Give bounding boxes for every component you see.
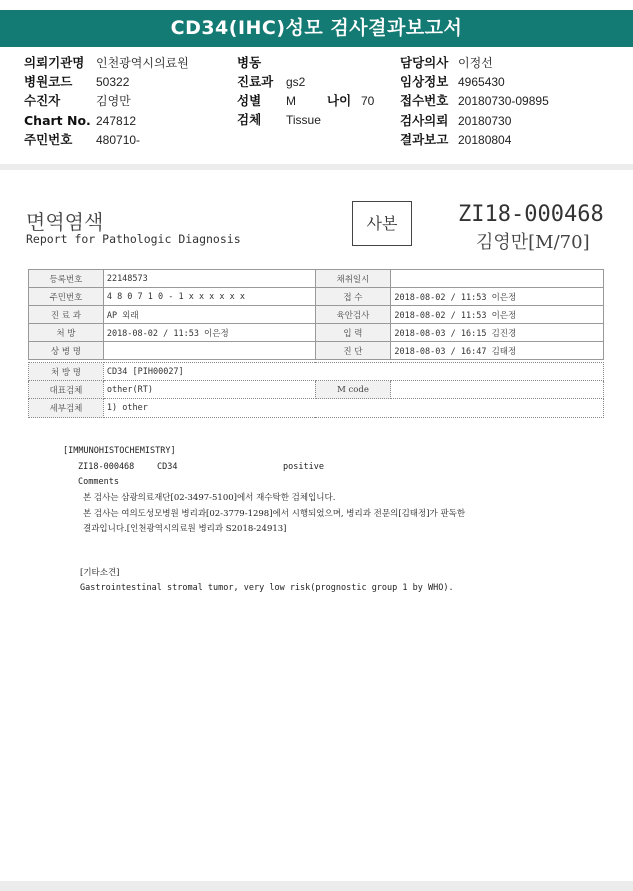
table-row: [29, 342, 604, 360]
value-age: 70: [361, 94, 375, 108]
result-value: positive: [283, 462, 324, 472]
value-chart-no: 247812: [96, 114, 137, 128]
label-resident-no: 주민번호: [24, 132, 73, 147]
table-key: 대표검체: [29, 381, 104, 399]
table-key: 육안검사: [315, 306, 391, 324]
table-key: 주민번호: [29, 288, 104, 306]
table-key: 진 료 과: [29, 306, 104, 324]
table-key: 세부검체: [29, 399, 104, 418]
report-title: CD34(IHC)성모 검사결과보고서: [0, 10, 633, 47]
table-value: 2018-08-03 / 16:15 김진경: [391, 324, 604, 342]
copy-stamp: 사본: [352, 201, 412, 246]
value-hospital-code: 50322: [96, 75, 130, 89]
order-table: [28, 362, 604, 418]
section-heading: [IMMUNOHISTOCHEMISTRY]: [63, 446, 176, 456]
table-value: CD34 [PIH00027]: [103, 363, 603, 381]
table-value: 2018-08-02 / 11:53 이은정: [391, 288, 604, 306]
result-marker: CD34: [157, 462, 178, 472]
label-age: 나이: [327, 93, 352, 108]
other-findings-text: Gastrointestinal stromal tumor, very low risk(prognostic group 1 by WHO).: [80, 583, 454, 593]
other-findings-heading: [기타소견]: [80, 568, 120, 578]
label-ward: 병동: [237, 55, 262, 70]
comment-line: 결과입니다.[인천광역시의료원 병리과 S2018-24913]: [83, 524, 287, 534]
label-department: 진료과: [237, 74, 274, 89]
table-value: 2018-08-03 / 16:47 김태정: [391, 342, 604, 360]
value-specimen: Tissue: [286, 113, 321, 127]
label-test-request: 검사의뢰: [400, 113, 449, 128]
table-row: [29, 381, 604, 399]
value-patient: 김영만: [96, 94, 131, 108]
table-value: [391, 381, 604, 399]
table-key: 채취일시: [315, 270, 391, 288]
label-doctor: 담당의사: [400, 55, 449, 70]
table-key: 접 수: [315, 288, 391, 306]
value-clinical-info: 4965430: [458, 75, 505, 89]
table-value: [391, 270, 604, 288]
table-key: 처 방 명: [29, 363, 104, 381]
table-value: 4 8 0 7 1 0 - 1 x x x x x x: [103, 288, 315, 306]
value-institution: 인천광역시의료원: [96, 56, 189, 70]
value-resident-no: 480710-: [96, 133, 141, 147]
footer-bar: [0, 881, 633, 891]
table-key: 처 방: [29, 324, 104, 342]
label-clinical-info: 임상정보: [400, 74, 449, 89]
comment-line: 본 검사는 삼광의료재단[02-3497-5100]에서 재수탁한 검체입니다.: [83, 493, 336, 503]
table-value: [103, 342, 315, 360]
table-value: other(RT): [103, 381, 315, 399]
value-result-report: 20180804: [458, 133, 512, 147]
label-chart-no: Chart No.: [24, 113, 91, 128]
table-value: AP 외래: [103, 306, 315, 324]
table-row: [29, 363, 604, 381]
specimen-id: ZI18-000468: [458, 202, 604, 227]
label-specimen: 검체: [237, 112, 262, 127]
table-row: [29, 288, 604, 306]
table-key: M code: [315, 381, 391, 399]
table-key: 진 단: [315, 342, 391, 360]
label-receipt-no: 접수번호: [400, 93, 449, 108]
table-value: 22148573: [103, 270, 315, 288]
label-institution: 의뢰기관명: [24, 55, 85, 70]
report-title-english: Report for Pathologic Diagnosis: [26, 232, 241, 246]
label-result-report: 결과보고: [400, 132, 449, 147]
registration-table: [28, 269, 604, 360]
comments-heading: Comments: [78, 477, 119, 487]
value-sex: M: [286, 94, 296, 108]
table-row: [29, 270, 604, 288]
result-id: ZI18-000468: [78, 462, 135, 472]
label-hospital-code: 병원코드: [24, 74, 73, 89]
patient-summary: 김영만[M/70]: [476, 232, 590, 253]
label-patient: 수진자: [24, 93, 61, 108]
value-department: gs2: [286, 75, 306, 89]
table-row: [29, 324, 604, 342]
table-key: 입 력: [315, 324, 391, 342]
table-row: [29, 399, 604, 418]
comment-line: 본 검사는 여의도성모병원 병리과[02-3779-1298]에서 시행되었으며, 병리과 전문의[김태정]가 판독한: [83, 509, 466, 519]
report-title-korean: 면역염색: [26, 210, 104, 234]
label-sex: 성별: [237, 93, 262, 108]
value-test-request: 20180730: [458, 114, 512, 128]
table-key: 등록번호: [29, 270, 104, 288]
table-value: 1) other: [103, 399, 603, 418]
value-receipt-no: 20180730-09895: [458, 94, 549, 108]
value-doctor: 이정선: [458, 56, 493, 70]
table-value: 2018-08-02 / 11:53 이은정: [391, 306, 604, 324]
table-value: 2018-08-02 / 11:53 이은정: [103, 324, 315, 342]
header-info: [0, 47, 633, 162]
table-key: 상 병 명: [29, 342, 104, 360]
table-row: [29, 306, 604, 324]
